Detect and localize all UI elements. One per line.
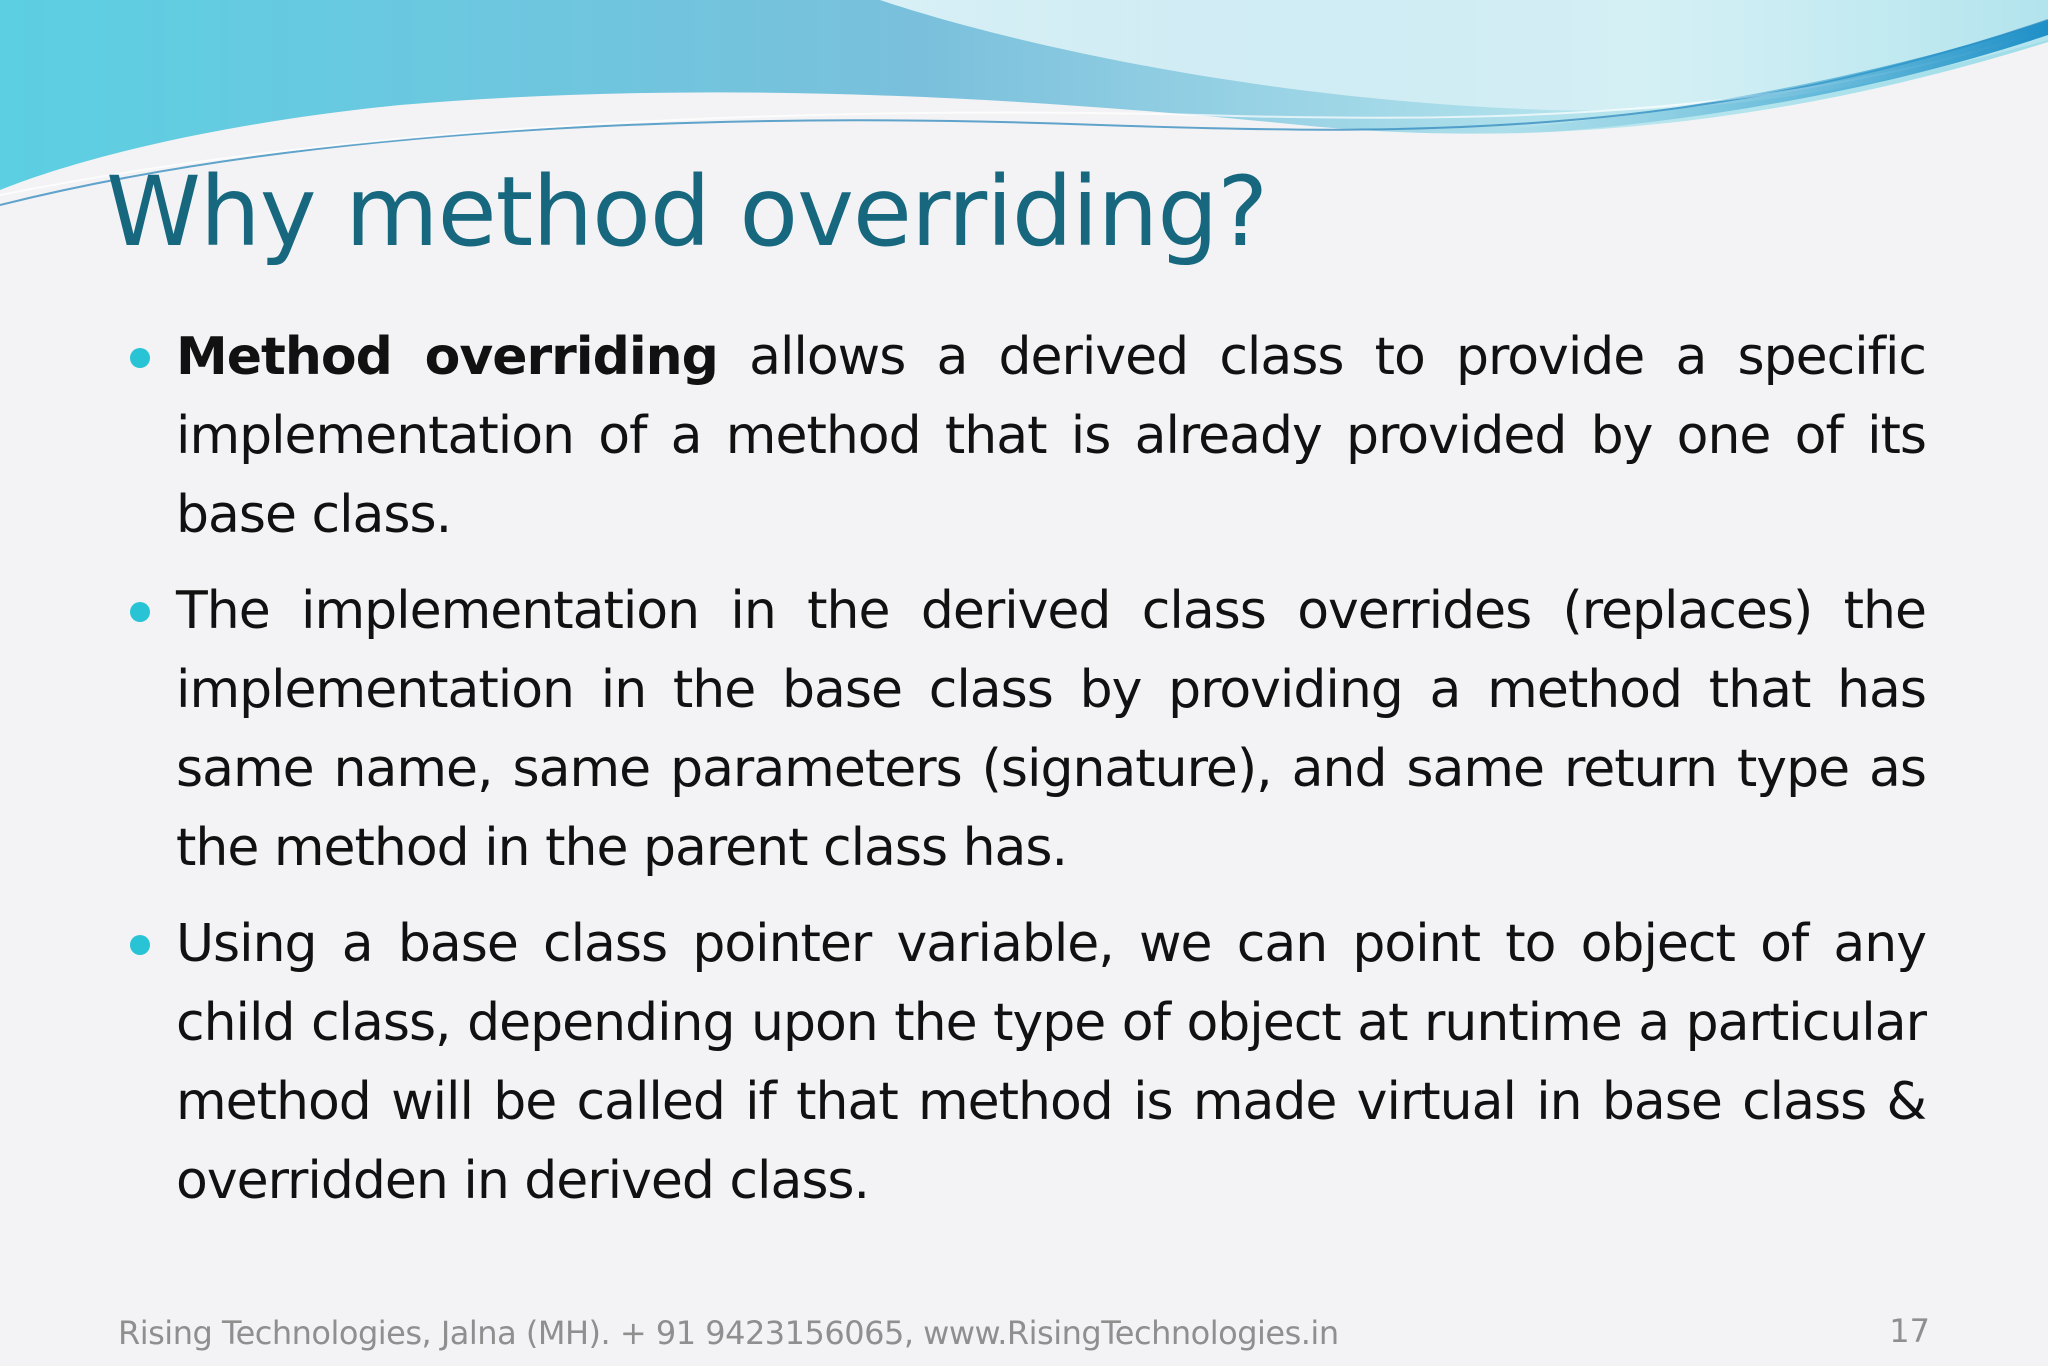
bullet-dot-icon (130, 348, 150, 368)
page-number: 17 (1889, 1312, 1930, 1350)
footer-text: Rising Technologies, Jalna (MH). + 91 9423156065, www.RisingTechnologies.in (118, 1314, 1339, 1352)
bullet-body: allows a derived class to provide a specific implementation of a method that is already provided by one of its base class. (176, 327, 1926, 545)
slide-title: Why method overriding? (106, 156, 1268, 268)
bullet-item (126, 905, 1926, 1221)
bullet-text (176, 318, 1926, 555)
bullet-dot-icon (130, 602, 150, 622)
bullet-text: Using a base class pointer variable, we can point to object of any child class, depending upon the type of object at runtime a particular method will be called if that method is made virtual in base class & overridden in derived class. (176, 914, 1926, 1211)
bullet-item (126, 318, 1926, 555)
bullet-dot-icon (130, 935, 150, 955)
bullet-list (126, 318, 1926, 1238)
bullet-item (126, 572, 1926, 888)
bullet-bold-term: Method overriding (176, 327, 718, 387)
bullet-text: The implementation in the derived class overrides (replaces) the implementation in the base class by providing a method that has same name, same parameters (signature), and same return type as the method in the parent class has. (176, 581, 1926, 878)
